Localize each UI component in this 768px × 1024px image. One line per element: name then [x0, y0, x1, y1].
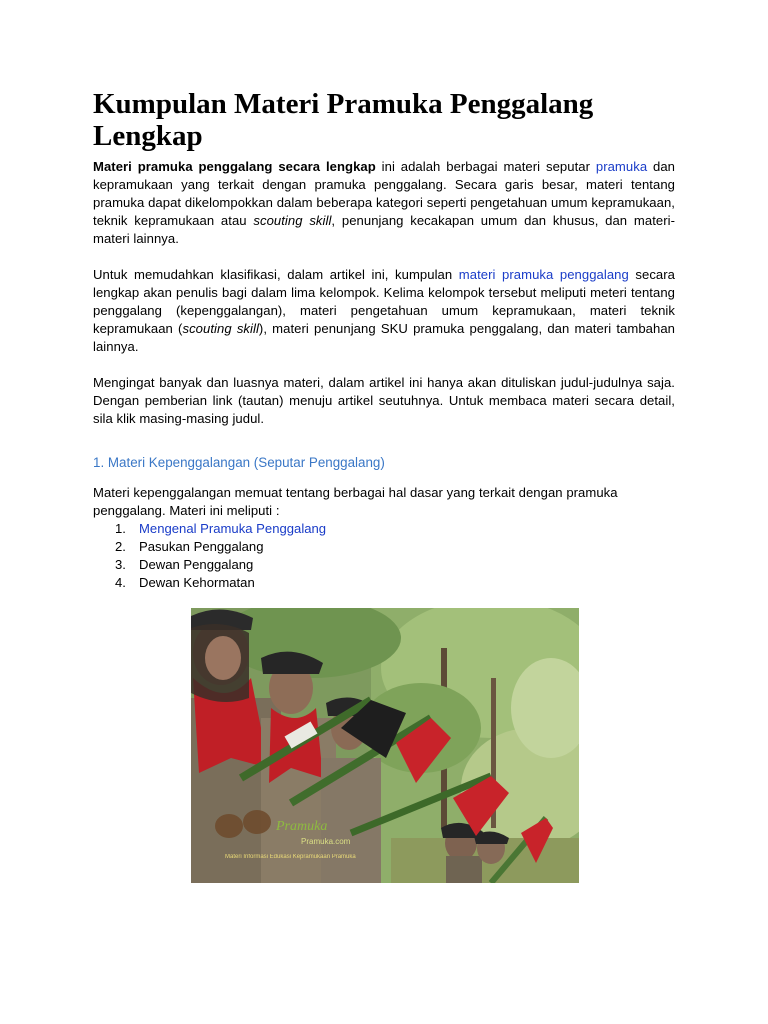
p2-text-2: secara lengkap akan penulis bagi dalam lima kelompok. Kelima kelompok tersebut meliputi meteri tentang penggalang (kepenggalangan), materi pengetahuan umum kepramukaan, materi teknik kepramukaan ( — [93, 267, 676, 336]
list-number: 2. — [115, 539, 126, 554]
page-title: Kumpulan Materi Pramuka Penggalang Lengkap — [93, 88, 594, 152]
scouts-illustration — [191, 608, 579, 883]
list-item — [93, 556, 675, 574]
bold-lead: Materi pramuka penggalang secara lengkap — [93, 159, 376, 174]
p2-scouting-skill: scouting skill — [182, 321, 259, 336]
classification-paragraph — [93, 266, 675, 356]
list-number: 3. — [115, 557, 126, 572]
materi-list — [93, 520, 675, 592]
list-item — [93, 520, 675, 538]
p2-text-3: ), materi penunjang SKU pramuka penggalang, dan materi tambahan lainnya. — [93, 321, 676, 354]
svg-text:Pramuka.com: Pramuka.com — [301, 837, 351, 846]
list-number: 1. — [115, 521, 126, 536]
section-intro: Materi kepenggalangan memuat tentang berbagai hal dasar yang terkait dengan pramuka penggalang. Materi ini meliputi : — [93, 485, 618, 518]
intro-paragraph — [93, 158, 675, 248]
p1-text-2: dan kepramukaan yang terkait dengan pramuka penggalang. Secara garis besar, materi tentang pramuka dapat dikelompokkan dalam beberapa kategori seperti pengetahuan umum kepramukaan, teknik kepramukaan atau — [93, 159, 676, 228]
p1-text-3: , penunjang kecakapan umum dan khusus, dan materi-materi lainnya. — [93, 213, 675, 246]
article — [93, 88, 675, 592]
scouts-photo — [191, 608, 579, 883]
list-number: 4. — [115, 575, 126, 590]
list-label: Dewan Penggalang — [139, 557, 254, 572]
photo-watermark-text: Materi Informasi Edukasi Kepramukaan Pramuka — [225, 854, 356, 860]
p1-scouting-skill: scouting skill — [253, 213, 332, 228]
list-label: Pasukan Penggalang — [139, 539, 264, 554]
link-materi-pramuka-penggalang[interactable]: materi pramuka penggalang — [458, 267, 629, 282]
note-paragraph: Mengingat banyak dan luasnya materi, dalam artikel ini hanya akan dituliskan judul-judulnya saja. Dengan pemberian link (tautan) menuju artikel seutuhnya. Untuk membaca materi secara detail, sila klik masing-masing judul. — [93, 375, 675, 426]
p2-text-1: Untuk memudahkan klasifikasi, dalam artikel ini, kumpulan — [93, 267, 459, 282]
svg-text:Pramuka: Pramuka — [276, 819, 328, 834]
list-item — [93, 538, 675, 556]
link-pramuka[interactable]: pramuka — [595, 159, 648, 174]
list-item — [93, 574, 675, 592]
section-heading-kepenggalangan: 1. Materi Kepenggalangan (Seputar Penggalang) — [93, 455, 385, 470]
p1-text-1: ini adalah berbagai materi seputar — [375, 159, 596, 174]
list-label: Dewan Kehormatan — [139, 575, 255, 590]
link-mengenal-pramuka-penggalang[interactable]: Mengenal Pramuka Penggalang — [139, 521, 327, 536]
